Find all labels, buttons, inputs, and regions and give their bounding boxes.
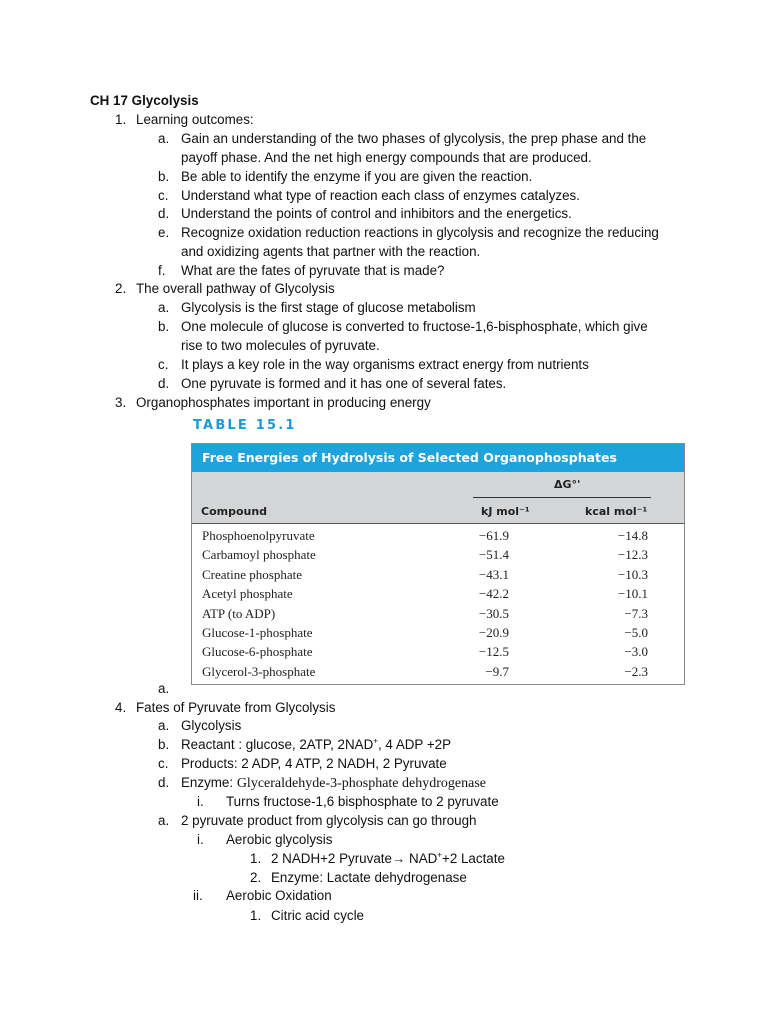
plus-superscript: +: [437, 850, 442, 860]
plus-superscript: +: [373, 736, 378, 746]
item-2a-label: a.: [158, 300, 170, 315]
kcal-cell: −10.3: [617, 566, 648, 582]
item-4a2-i-2-text: Enzyme: Lactate dehydrogenase: [271, 870, 467, 885]
item-4a2-i-1-label: 1.: [250, 851, 262, 866]
section-3-number: 3.: [115, 395, 127, 410]
page-title: CH 17 Glycolysis: [90, 93, 199, 108]
item-1e-line1: Recognize oxidation reduction reactions in glycolysis and recognize the reducing: [181, 225, 659, 240]
compound-cell: Acetyl phosphate: [202, 586, 293, 602]
item-4a-text: Glycolysis: [181, 718, 242, 733]
item-2a-text: Glycolysis is the first stage of glucose metabolism: [181, 300, 476, 315]
compound-cell: Glucose-1-phosphate: [202, 625, 313, 640]
kcal-cell: −10.1: [617, 586, 648, 602]
compound-cell: Phosphoenolpyruvate: [202, 528, 315, 543]
reactant-text-end: , 4 ADP +2P: [377, 737, 452, 752]
table-row: [192, 586, 684, 605]
item-4a2-ii-label: ii.: [193, 888, 203, 903]
kj-cell: −42.2: [478, 586, 509, 602]
item-2b-label: b.: [158, 319, 170, 334]
kcal-cell: −7.3: [624, 605, 648, 621]
item-1a-line2: payoff phase. And the net high energy compounds that are produced.: [181, 150, 592, 165]
item-1a-line1: Gain an understanding of the two phases of glycolysis, the prep phase and the: [181, 131, 647, 146]
item-4a2-i-2-label: 2.: [250, 870, 262, 885]
compound-cell: ATP (to ADP): [202, 605, 276, 621]
item-4a2-ii-text: Aerobic Oxidation: [226, 888, 332, 903]
table-row: [192, 625, 684, 644]
kcal-header: kcal mol⁻¹: [585, 505, 648, 518]
item-2c-label: c.: [158, 357, 169, 372]
item-4a2-ii-1-text: Citric acid cycle: [271, 908, 365, 923]
kcal-cell: −3.0: [624, 644, 648, 660]
item-2c-text: It plays a key role in the way organisms extract energy from nutrients: [181, 357, 589, 372]
item-4a2-i-1-text: [271, 850, 505, 868]
kcal-cell: −5.0: [624, 625, 648, 640]
reaction-text: 2 NADH+2 Pyruvate→ NAD: [271, 851, 438, 866]
item-3a-label: a.: [158, 681, 170, 696]
compound-cell: Glucose-6-phosphate: [202, 644, 313, 660]
item-4a2-label: a.: [158, 813, 170, 828]
item-2b-line2: rise to two molecules of pyruvate.: [181, 338, 380, 353]
item-4d-i-label: i.: [197, 794, 204, 809]
item-4a-label: a.: [158, 718, 170, 733]
item-4a2-text: 2 pyruvate product from glycolysis can go through: [181, 813, 477, 828]
item-4c-label: c.: [158, 756, 169, 771]
item-4a2-i-text: Aerobic glycolysis: [226, 832, 333, 847]
kcal-cell: −12.3: [617, 547, 648, 563]
reaction-text-end: +2 Lactate: [442, 851, 505, 866]
compound-cell: Glycerol-3-phosphate: [202, 663, 316, 679]
section-4-number: 4.: [115, 700, 127, 715]
header-rule: [473, 497, 651, 498]
item-4d-text: [181, 774, 486, 793]
item-4c-text: Products: 2 ADP, 4 ATP, 2 NADH, 2 Pyruvate: [181, 756, 447, 771]
section-3-title: Organophosphates important in producing energy: [136, 395, 431, 410]
reactant-text: Reactant : glucose, 2ATP, 2NAD: [181, 737, 374, 752]
item-2d-label: d.: [158, 376, 170, 391]
kj-cell: −30.5: [478, 605, 509, 621]
enzyme-name: Glyceraldehyde-3-phosphate dehydrogenase: [236, 776, 486, 791]
table-row: [192, 664, 684, 683]
kj-header: kJ mol⁻¹: [481, 505, 530, 518]
kcal-cell: −2.3: [624, 663, 648, 679]
table-row: [192, 644, 684, 663]
item-1a-label: a.: [158, 131, 170, 146]
compound-cell: Creatine phosphate: [202, 566, 302, 582]
item-2b-line1: One molecule of glucose is converted to fructose-1,6-bisphosphate, which give: [181, 319, 648, 334]
kj-cell: −9.7: [485, 663, 509, 679]
section-2-number: 2.: [115, 281, 127, 296]
table-row: [192, 567, 684, 586]
item-4d-label: d.: [158, 775, 170, 790]
section-1-number: 1.: [115, 112, 127, 127]
item-4b-text: [181, 736, 451, 754]
kj-cell: −43.1: [478, 566, 509, 582]
kj-cell: −20.9: [478, 625, 509, 640]
kcal-cell: −14.8: [617, 528, 648, 543]
item-1b-label: b.: [158, 169, 170, 184]
item-4a2-i-label: i.: [197, 832, 204, 847]
item-1c-label: c.: [158, 188, 169, 203]
organophosphates-table: [191, 443, 685, 685]
item-1c-text: Understand what type of reaction each class of enzymes catalyzes.: [181, 188, 580, 203]
table-title: Free Energies of Hydrolysis of Selected Organophosphates: [192, 444, 684, 472]
enzyme-label: Enzyme:: [181, 775, 237, 790]
item-2d-text: One pyruvate is formed and it has one of several fates.: [181, 376, 507, 391]
section-2-title: The overall pathway of Glycolysis: [136, 281, 335, 296]
item-4d-i-text: Turns fructose-1,6 bisphosphate to 2 pyruvate: [226, 794, 499, 809]
kj-cell: −51.4: [478, 547, 509, 563]
item-1b-text: Be able to identify the enzyme if you are given the reaction.: [181, 169, 533, 184]
kj-cell: −12.5: [478, 644, 509, 660]
compound-cell: Carbamoyl phosphate: [202, 547, 316, 563]
table-row: [192, 528, 684, 547]
item-4a2-ii-1-label: 1.: [250, 908, 262, 923]
item-1e-label: e.: [158, 225, 170, 240]
item-1f-text: What are the fates of pyruvate that is made?: [181, 263, 445, 278]
kj-cell: −61.9: [478, 528, 509, 543]
section-1-title: Learning outcomes:: [136, 112, 254, 127]
item-1d-text: Understand the points of control and inhibitors and the energetics.: [181, 206, 572, 221]
table-row: [192, 606, 684, 625]
item-1f-label: f.: [158, 263, 166, 278]
table-caption: TABLE 15.1: [193, 418, 297, 433]
table-row: [192, 547, 684, 566]
item-4b-label: b.: [158, 737, 170, 752]
compound-header: Compound: [201, 505, 268, 518]
delta-g-header: ΔG°': [554, 478, 581, 491]
section-4-title: Fates of Pyruvate from Glycolysis: [136, 700, 336, 715]
item-1e-line2: and oxidizing agents that partner with the reaction.: [181, 244, 481, 259]
item-1d-label: d.: [158, 206, 170, 221]
table-column-header: [192, 472, 684, 524]
